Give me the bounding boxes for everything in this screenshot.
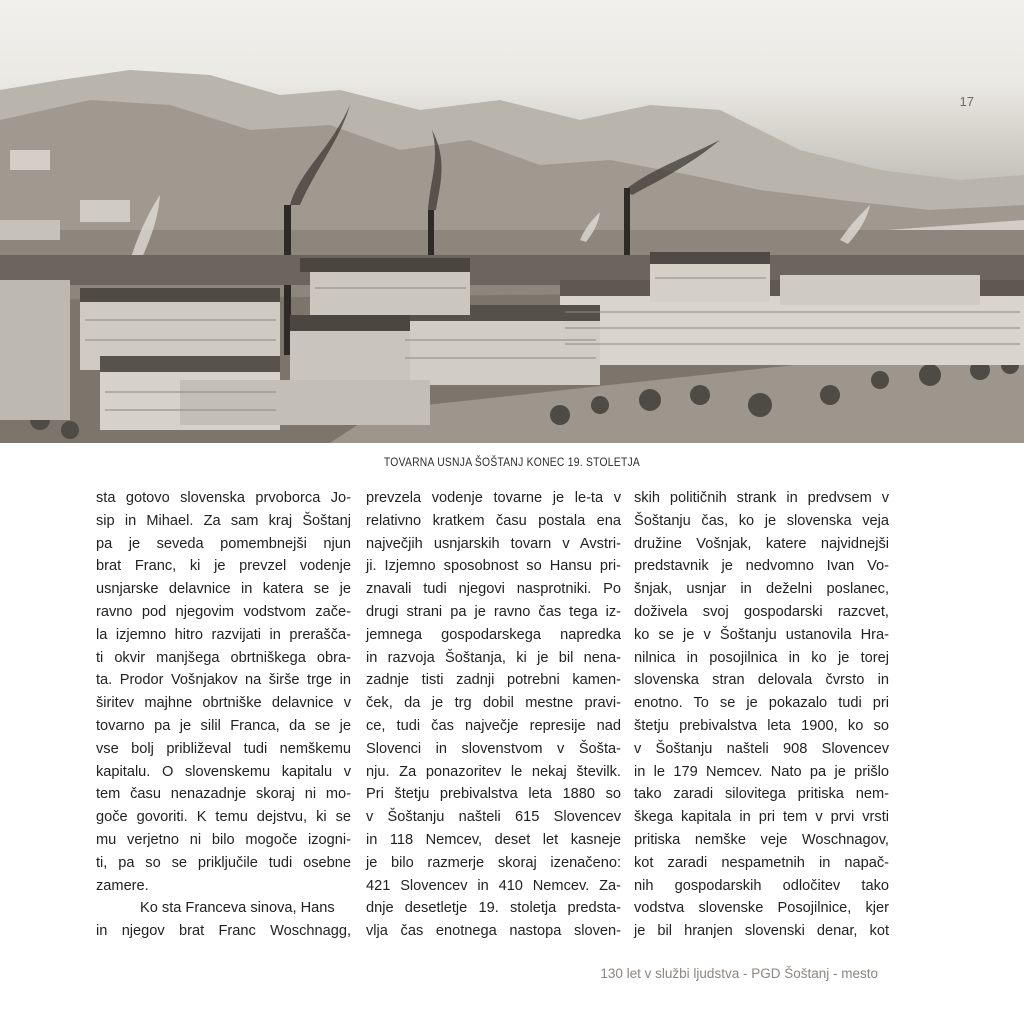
text-line: in 118 Nemcev, deset let kasneje <box>366 831 621 848</box>
text-line: vlja čas enotnega nastopa sloven- <box>366 923 621 940</box>
text-line: družine Vošnjak, katere najvidnejši <box>634 535 889 552</box>
text-line: je bilo razmerje skoraj izenačeno: <box>366 854 621 871</box>
text-line: dnje desetletje 19. stoletja predsta- <box>366 900 621 917</box>
text-line: tako zaradi silovitega pritiska nem- <box>634 786 889 803</box>
text-line: jemnega gospodarskega napredka <box>366 626 621 643</box>
text-line: Slovenci in slovenstvom v Šošta- <box>366 740 621 757</box>
text-line: predstavnik je nedvomno Ivan Vo- <box>634 558 889 575</box>
text-line: la izjemno hitro razvijati in prerašča- <box>96 626 351 643</box>
footer-title: 130 let v službi ljudstva - PGD Šoštanj - mesto <box>600 966 878 981</box>
text-column-3 <box>634 487 889 943</box>
text-line: in razvoja Šoštanja, ki je bil nena- <box>366 649 621 666</box>
text-line: Ko sta Franceva sinova, Hans <box>140 900 335 917</box>
text-line: sta gotovo slovenska prvoborca Jo- <box>96 490 351 506</box>
text-line: usnjarske delavnice in katera se je <box>96 581 351 598</box>
text-line: sip in Mihael. Za sam kraj Šoštanj <box>96 512 351 529</box>
text-line: slovenska stran delovala čvrsto in <box>634 672 889 689</box>
text-line: zamere. <box>96 877 149 894</box>
text-line: ravno pod njegovim vodstvom zače- <box>96 603 351 620</box>
text-line: skih političnih strank in predvsem v <box>634 490 889 506</box>
text-line: največjih usnjarskih tovarn v Avstri- <box>366 535 621 552</box>
text-line: zadnje tisti zadnji potrebni kamen- <box>366 672 621 689</box>
text-line: nilnica in posojilnica in ko je torej <box>634 649 889 666</box>
text-line: znavali tudi njegovi nasprotniki. Po <box>366 581 621 598</box>
text-line: vse bolj približeval tudi nemškemu <box>96 740 351 757</box>
text-line: škega kapitala in pri tem v prvi vrsti <box>634 809 889 826</box>
text-line: v Šoštanju našteli 908 Slovencev <box>634 740 889 757</box>
text-line: vodstva slovenske Posojilnice, kjer <box>634 900 889 917</box>
text-line: enotno. To se je pokazalo tudi pri <box>634 695 889 712</box>
photo-caption: TOVARNA USNJA ŠOŠTANJ KONEC 19. STOLETJA <box>383 455 641 469</box>
text-line: pritiska nemške veje Woschnagov, <box>634 831 889 848</box>
factory-photo <box>0 0 1024 443</box>
text-column-1 <box>96 487 351 943</box>
text-line: ti okvir manjšega obrtniškega obra- <box>96 649 351 666</box>
text-line: brat Franc, ki je prevzel vodenje <box>96 558 351 575</box>
text-line: nih gospodarskih odločitev tako <box>634 877 889 894</box>
text-line: kapitalu. O slovenskemu kapitalu v <box>96 763 351 780</box>
text-column-2 <box>366 487 621 943</box>
text-line: prevzela vodenje tovarne je le-ta v <box>366 490 621 506</box>
text-line: ta. Prodor Vošnjakov na širše trge in <box>96 672 351 689</box>
text-line: goče govoriti. K temu dejstvu, ki se <box>96 809 351 826</box>
page-number: 17 <box>959 94 974 109</box>
text-line: Pri štetju prebivalstva leta 1880 so <box>366 786 621 803</box>
text-line: drugi strani pa je ravno čas tega iz- <box>366 603 621 620</box>
text-line: tem času nenazadnje skoraj ni mo- <box>96 786 351 803</box>
factory-illustration <box>0 0 1024 443</box>
text-line: štetju prebivalstva leta 1900, ko so <box>634 717 889 734</box>
text-line: 421 Slovencev in 410 Nemcev. Za- <box>366 877 621 894</box>
text-line: ček, da je trg dobil mestne pravi- <box>366 695 621 712</box>
text-line: v Šoštanju našteli 615 Slovencev <box>366 809 621 826</box>
text-line: ti, pa so se priključile tudi osebne <box>96 854 351 871</box>
text-line: nju. Za ponazoritev le nekaj številk. <box>366 763 621 780</box>
text-line: in le 179 Nemcev. Nato pa je prišlo <box>634 763 889 780</box>
text-line: in njegov brat Franc Woschnagg, <box>96 923 351 940</box>
text-line: šnjak, usnjar in deželni poslanec, <box>634 581 889 598</box>
text-line: je bil hranjen slovenski denar, kot <box>634 923 889 940</box>
text-line: tovarno pa je silil Franca, da se je <box>96 717 351 734</box>
text-line: mu verjetno ni bilo mogoče izogni- <box>96 831 351 848</box>
text-line: pa je seveda pomembnejši njun <box>96 535 351 552</box>
text-line: relativno kratkem času postala ena <box>366 512 621 529</box>
text-line: ce, tudi čas največje represije nad <box>366 717 621 734</box>
text-line: ko se je v Šoštanju ustanovila Hra- <box>634 626 889 643</box>
text-line: širitev majhne obrtniške delavnice v <box>96 695 351 712</box>
text-line: kot zaradi nespametnih in napač- <box>634 854 889 871</box>
text-line: doživela svoj gospodarski razcvet, <box>634 603 889 620</box>
text-line: Šoštanju čas, ko je slovenska veja <box>634 512 889 529</box>
text-line: ji. Izjemno sposobnost so Hansu pri- <box>366 558 621 575</box>
